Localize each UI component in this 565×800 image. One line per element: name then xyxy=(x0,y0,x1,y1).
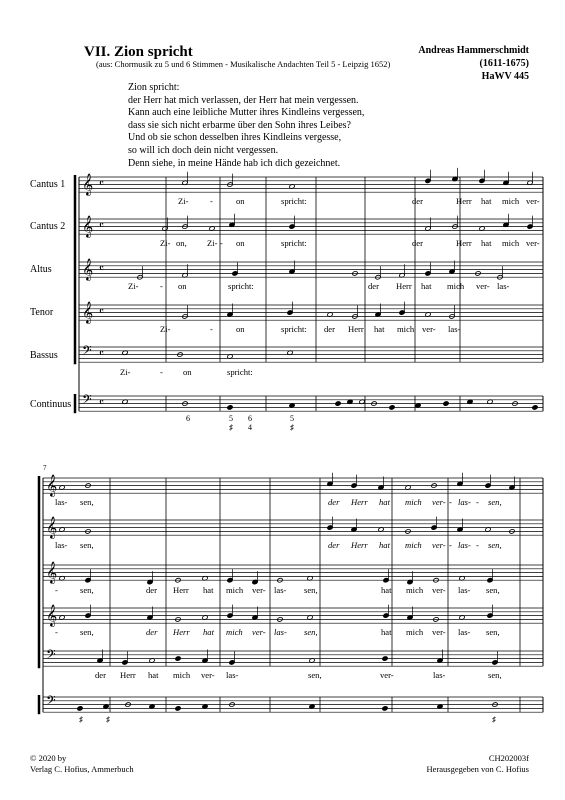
lyric: der xyxy=(324,324,335,334)
lyric: on xyxy=(236,238,245,248)
bass-clef-icon: 𝄢 xyxy=(46,693,56,711)
lyric: sen, xyxy=(488,497,502,507)
figure: 5 ♯ xyxy=(229,414,233,432)
lyric: hat xyxy=(203,627,214,637)
lyric: ver- xyxy=(380,670,394,680)
lyric: ver- xyxy=(432,585,446,595)
lyric: on xyxy=(236,196,245,206)
lyric: hat xyxy=(374,324,385,334)
text-line: Denn siehe, in meine Hände hab ich dich gezeichnet. xyxy=(128,157,341,169)
lyric: - xyxy=(476,497,479,507)
common-time-icon: 𝄴 xyxy=(99,177,104,190)
lyric: las- xyxy=(458,585,471,595)
lyric: Herr xyxy=(120,670,136,680)
lyric: spricht: xyxy=(227,367,253,377)
lyric: Herr xyxy=(396,281,412,291)
lyric: spricht: xyxy=(228,281,254,291)
lyric: ver- xyxy=(476,281,490,291)
common-time-icon: 𝄴 xyxy=(99,347,104,360)
lyric: ver- xyxy=(432,497,446,507)
lyric: ver- xyxy=(526,196,540,206)
composer-name: Andreas Hammerschmidt xyxy=(418,45,529,56)
note-head xyxy=(77,706,83,711)
lyric: las- xyxy=(226,670,239,680)
lyric: mich xyxy=(397,324,415,334)
lyric: Zi- xyxy=(120,367,131,377)
bass-clef-icon: 𝄢 xyxy=(46,647,56,665)
bass-clef-icon: 𝄢 xyxy=(82,392,92,410)
bass-clef-icon: 𝄢 xyxy=(82,343,92,361)
catalog-number: HaWV 445 xyxy=(481,71,529,82)
lyric: mich xyxy=(447,281,465,291)
part-label-cantus2: Cantus 2 xyxy=(30,221,66,232)
lyric: on xyxy=(183,367,192,377)
lyric: Herr xyxy=(456,196,472,206)
note-head xyxy=(335,401,341,406)
lyric: sen, xyxy=(80,540,94,550)
text-line: dass sie sich nicht erbarme über den Sohn ihres Leibes? xyxy=(128,119,351,131)
lyric: on xyxy=(178,281,187,291)
lyric: mich xyxy=(226,585,244,595)
lyric: spricht: xyxy=(281,238,307,248)
common-time-icon: 𝄴 xyxy=(99,396,104,409)
lyric: der xyxy=(412,196,423,206)
treble-clef-icon: 𝄞 xyxy=(46,561,58,584)
figure: 6 xyxy=(186,414,190,423)
part-label-altus: Altus xyxy=(30,264,52,275)
lyric: sen, xyxy=(80,627,94,637)
part-label-bassus: Bassus xyxy=(30,350,58,361)
lyric: Zi- xyxy=(178,196,189,206)
piece-title: VII. Zion spricht xyxy=(84,44,193,60)
lyric: ver- xyxy=(432,627,446,637)
lyric: hat xyxy=(481,238,492,248)
lyric: mich xyxy=(226,627,243,637)
lyric: der xyxy=(412,238,423,248)
lyric: las- xyxy=(55,540,68,550)
lyric: ver- xyxy=(201,670,215,680)
part-label-tenor: Tenor xyxy=(30,307,54,318)
text-line: so will ich doch dein nicht vergessen. xyxy=(128,144,279,156)
common-time-icon: 𝄴 xyxy=(99,305,104,318)
lyric: mich xyxy=(406,585,424,595)
lyric: - xyxy=(449,497,452,507)
lyric: der xyxy=(328,497,340,507)
lyric: hat xyxy=(203,585,214,595)
lyric: sen, xyxy=(488,540,502,550)
lyric: mich xyxy=(502,238,520,248)
treble-clef-icon: 𝄞 xyxy=(46,604,58,627)
footer-edition: CH202003f Herausgegeben von C. Hofius xyxy=(426,753,529,774)
lyric: sen, xyxy=(80,585,94,595)
treble-clef-icon: 𝄞 xyxy=(82,215,94,238)
lyric: hat xyxy=(481,196,492,206)
treble-clef-icon: 𝄞 xyxy=(82,301,94,324)
lyric: Herr xyxy=(173,627,190,637)
lyric: sen, xyxy=(486,585,500,595)
lyric: las- xyxy=(55,497,68,507)
lyric: hat xyxy=(379,540,390,550)
note-head xyxy=(175,706,181,711)
lyric: sen, xyxy=(488,670,502,680)
lyric: mich xyxy=(405,497,422,507)
treble-clef-icon: 𝄞 xyxy=(46,474,58,497)
lyric: Zi- xyxy=(160,324,171,334)
lyric: las- xyxy=(433,670,446,680)
lyric: sen, xyxy=(80,497,94,507)
lyric: der xyxy=(328,540,340,550)
lyric: sen, xyxy=(486,627,500,637)
lyric: Zi- xyxy=(128,281,139,291)
lyric: las- xyxy=(458,497,471,507)
part-label-continuus: Continuus xyxy=(30,399,72,410)
note-head xyxy=(227,405,233,410)
lyric: mich xyxy=(502,196,520,206)
lyric: - xyxy=(210,324,213,334)
lyric: - xyxy=(220,238,223,248)
note-head xyxy=(443,401,449,406)
lyric: Herr xyxy=(456,238,472,248)
lyric: der xyxy=(95,670,106,680)
lyric: las- xyxy=(274,627,287,637)
lyric: der xyxy=(146,627,158,637)
lyric: sen, xyxy=(304,585,318,595)
lyric: sen, xyxy=(304,627,318,637)
figure: ♯ xyxy=(492,715,496,724)
text-line: Zion spricht: xyxy=(128,82,180,93)
lyric: ver- xyxy=(432,540,446,550)
text-line: der Herr hat mich verlassen, der Herr hat mein vergessen. xyxy=(128,94,359,106)
note-head xyxy=(175,656,181,661)
note-head xyxy=(389,405,395,410)
lyric: Herr xyxy=(351,540,368,550)
piece-subtitle: (aus: Chormusik zu 5 und 6 Stimmen - Musikalische Andachten Teil 5 - Leipzig 1652) xyxy=(96,59,391,69)
lyric: - xyxy=(476,540,479,550)
treble-clef-icon: 𝄞 xyxy=(82,258,94,281)
lyric: - xyxy=(210,196,213,206)
lyric: hat xyxy=(381,627,392,637)
note-head xyxy=(382,706,388,711)
lyric: hat xyxy=(148,670,159,680)
lyric: on xyxy=(236,324,245,334)
lyric: - xyxy=(160,367,163,377)
lyric: las- xyxy=(458,627,471,637)
common-time-icon: 𝄴 xyxy=(99,219,104,232)
lyric: las- xyxy=(274,585,287,595)
lyric: der xyxy=(368,281,379,291)
lyric: - xyxy=(449,540,452,550)
lyric: las- xyxy=(448,324,461,334)
lyric: spricht: xyxy=(281,324,307,334)
lyric: der xyxy=(146,585,157,595)
lyric: sen, xyxy=(308,670,322,680)
lyric: - xyxy=(55,627,58,637)
lyric: mich xyxy=(173,670,191,680)
lyric: Herr xyxy=(348,324,364,334)
treble-clef-icon: 𝄞 xyxy=(82,173,94,196)
lyric: spricht: xyxy=(281,196,307,206)
text-line: Kann auch eine leibliche Mutter ihres Kindleins vergessen, xyxy=(128,107,365,119)
lyric: ver- xyxy=(252,585,266,595)
lyric: hat xyxy=(421,281,432,291)
lyric: mich xyxy=(406,627,424,637)
lyric: hat xyxy=(381,585,392,595)
treble-clef-icon: 𝄞 xyxy=(46,516,58,539)
text-line: Und ob sie schon desselben ihres Kindleins vergesse, xyxy=(128,132,342,144)
lyric: - xyxy=(55,585,58,595)
lyric: hat xyxy=(379,497,390,507)
lyric: las- xyxy=(458,540,471,550)
lyric: las- xyxy=(497,281,510,291)
figure: ♯ xyxy=(106,715,110,724)
lyric: Herr xyxy=(351,497,368,507)
figure: 5 ♯ xyxy=(290,414,294,432)
lyric: - xyxy=(160,281,163,291)
figure: ♯ xyxy=(79,715,83,724)
lyric: ver- xyxy=(422,324,436,334)
common-time-icon: 𝄴 xyxy=(99,262,104,275)
part-label-cantus1: Cantus 1 xyxy=(30,179,66,190)
measure-number: 7 xyxy=(43,464,47,472)
lyric: on, xyxy=(176,238,187,248)
lyric: Zi- xyxy=(160,238,171,248)
lyric: mich xyxy=(405,540,422,550)
lyric: ver- xyxy=(252,627,266,637)
composer-dates: (1611-1675) xyxy=(479,58,529,69)
figure: 6 4 xyxy=(248,414,252,432)
footer-copyright: © 2020 by Verlag C. Hofius, Ammerbuch xyxy=(30,753,134,774)
lyric: Zi- xyxy=(207,238,218,248)
lyric: ver- xyxy=(526,238,540,248)
note-head xyxy=(532,405,538,410)
lyric: Herr xyxy=(173,585,189,595)
note-head xyxy=(382,656,388,661)
